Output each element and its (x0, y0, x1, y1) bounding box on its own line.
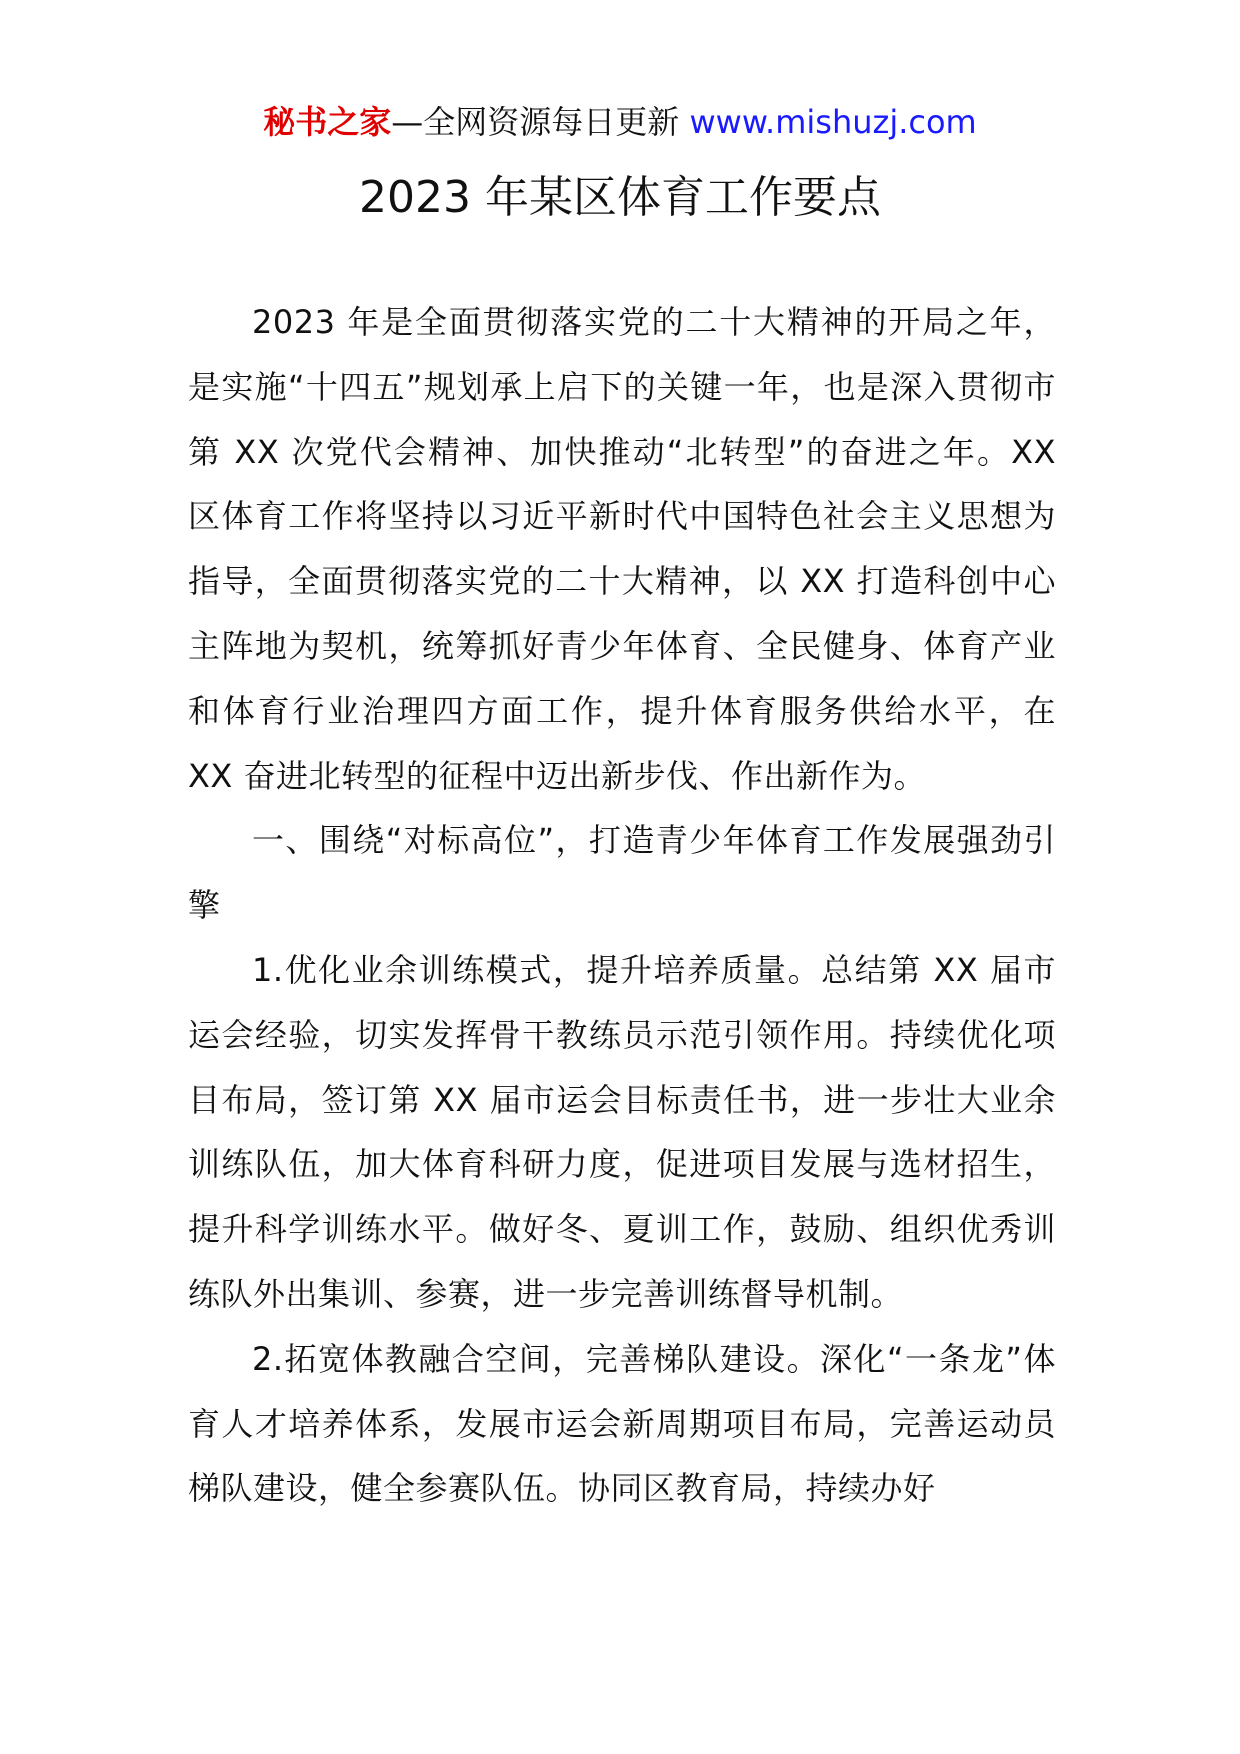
site-header (0, 100, 1240, 144)
brand-name: 秘书之家 (263, 103, 392, 141)
site-url-link[interactable]: www.mishuzj.com (689, 103, 977, 141)
document-body (188, 290, 1056, 1521)
item-paragraph-2: 2.拓宽体教融合空间，完善梯队建设。深化“一条龙”体育人才培养体系，发展市运会新周期项目布局，完善运动员梯队建设，健全参赛队伍。协同区教育局，持续办好 (188, 1339, 1056, 1508)
document-title: 2023 年某区体育工作要点 (359, 172, 881, 223)
item-paragraph-1: 1.优化业余训练模式，提升培养质量。总结第 XX 届市运会经验，切实发挥骨干教练员示范引领作用。持续优化项目布局，签订第 XX 届市运会目标责任书，进一步壮大业余训练队伍，加大体育科研力度，促进项目发展与选材招生，提升科学训练水平。做好冬、夏训工作，鼓励、组织优秀训练队外出集训、参赛，进一步完善训练督导机制。 (188, 950, 1056, 1313)
section-heading-1: 一、围绕“对标高位”，打造青少年体育工作发展强劲引擎 (188, 821, 1056, 925)
intro-paragraph: 2023 年是全面贯彻落实党的二十大精神的开局之年，是实施“十四五”规划承上启下的关键一年，也是深入贯彻市第 XX 次党代会精神、加快推动“北转型”的奋进之年。XX 区体育工作将坚持以习近平新时代中国特色社会主义思想为指导，全面贯彻落实党的二十大精神，以 XX 打造科创中心主阵地为契机，统筹抓好青少年体育、全民健身、体育产业和体育行业治理四方面工作，提升体育服务供给水平，在 XX 奋进北转型的征程中迈出新步伐、作出新作为。 (188, 303, 1056, 795)
header-tagline: —全网资源每日更新 (391, 103, 680, 141)
